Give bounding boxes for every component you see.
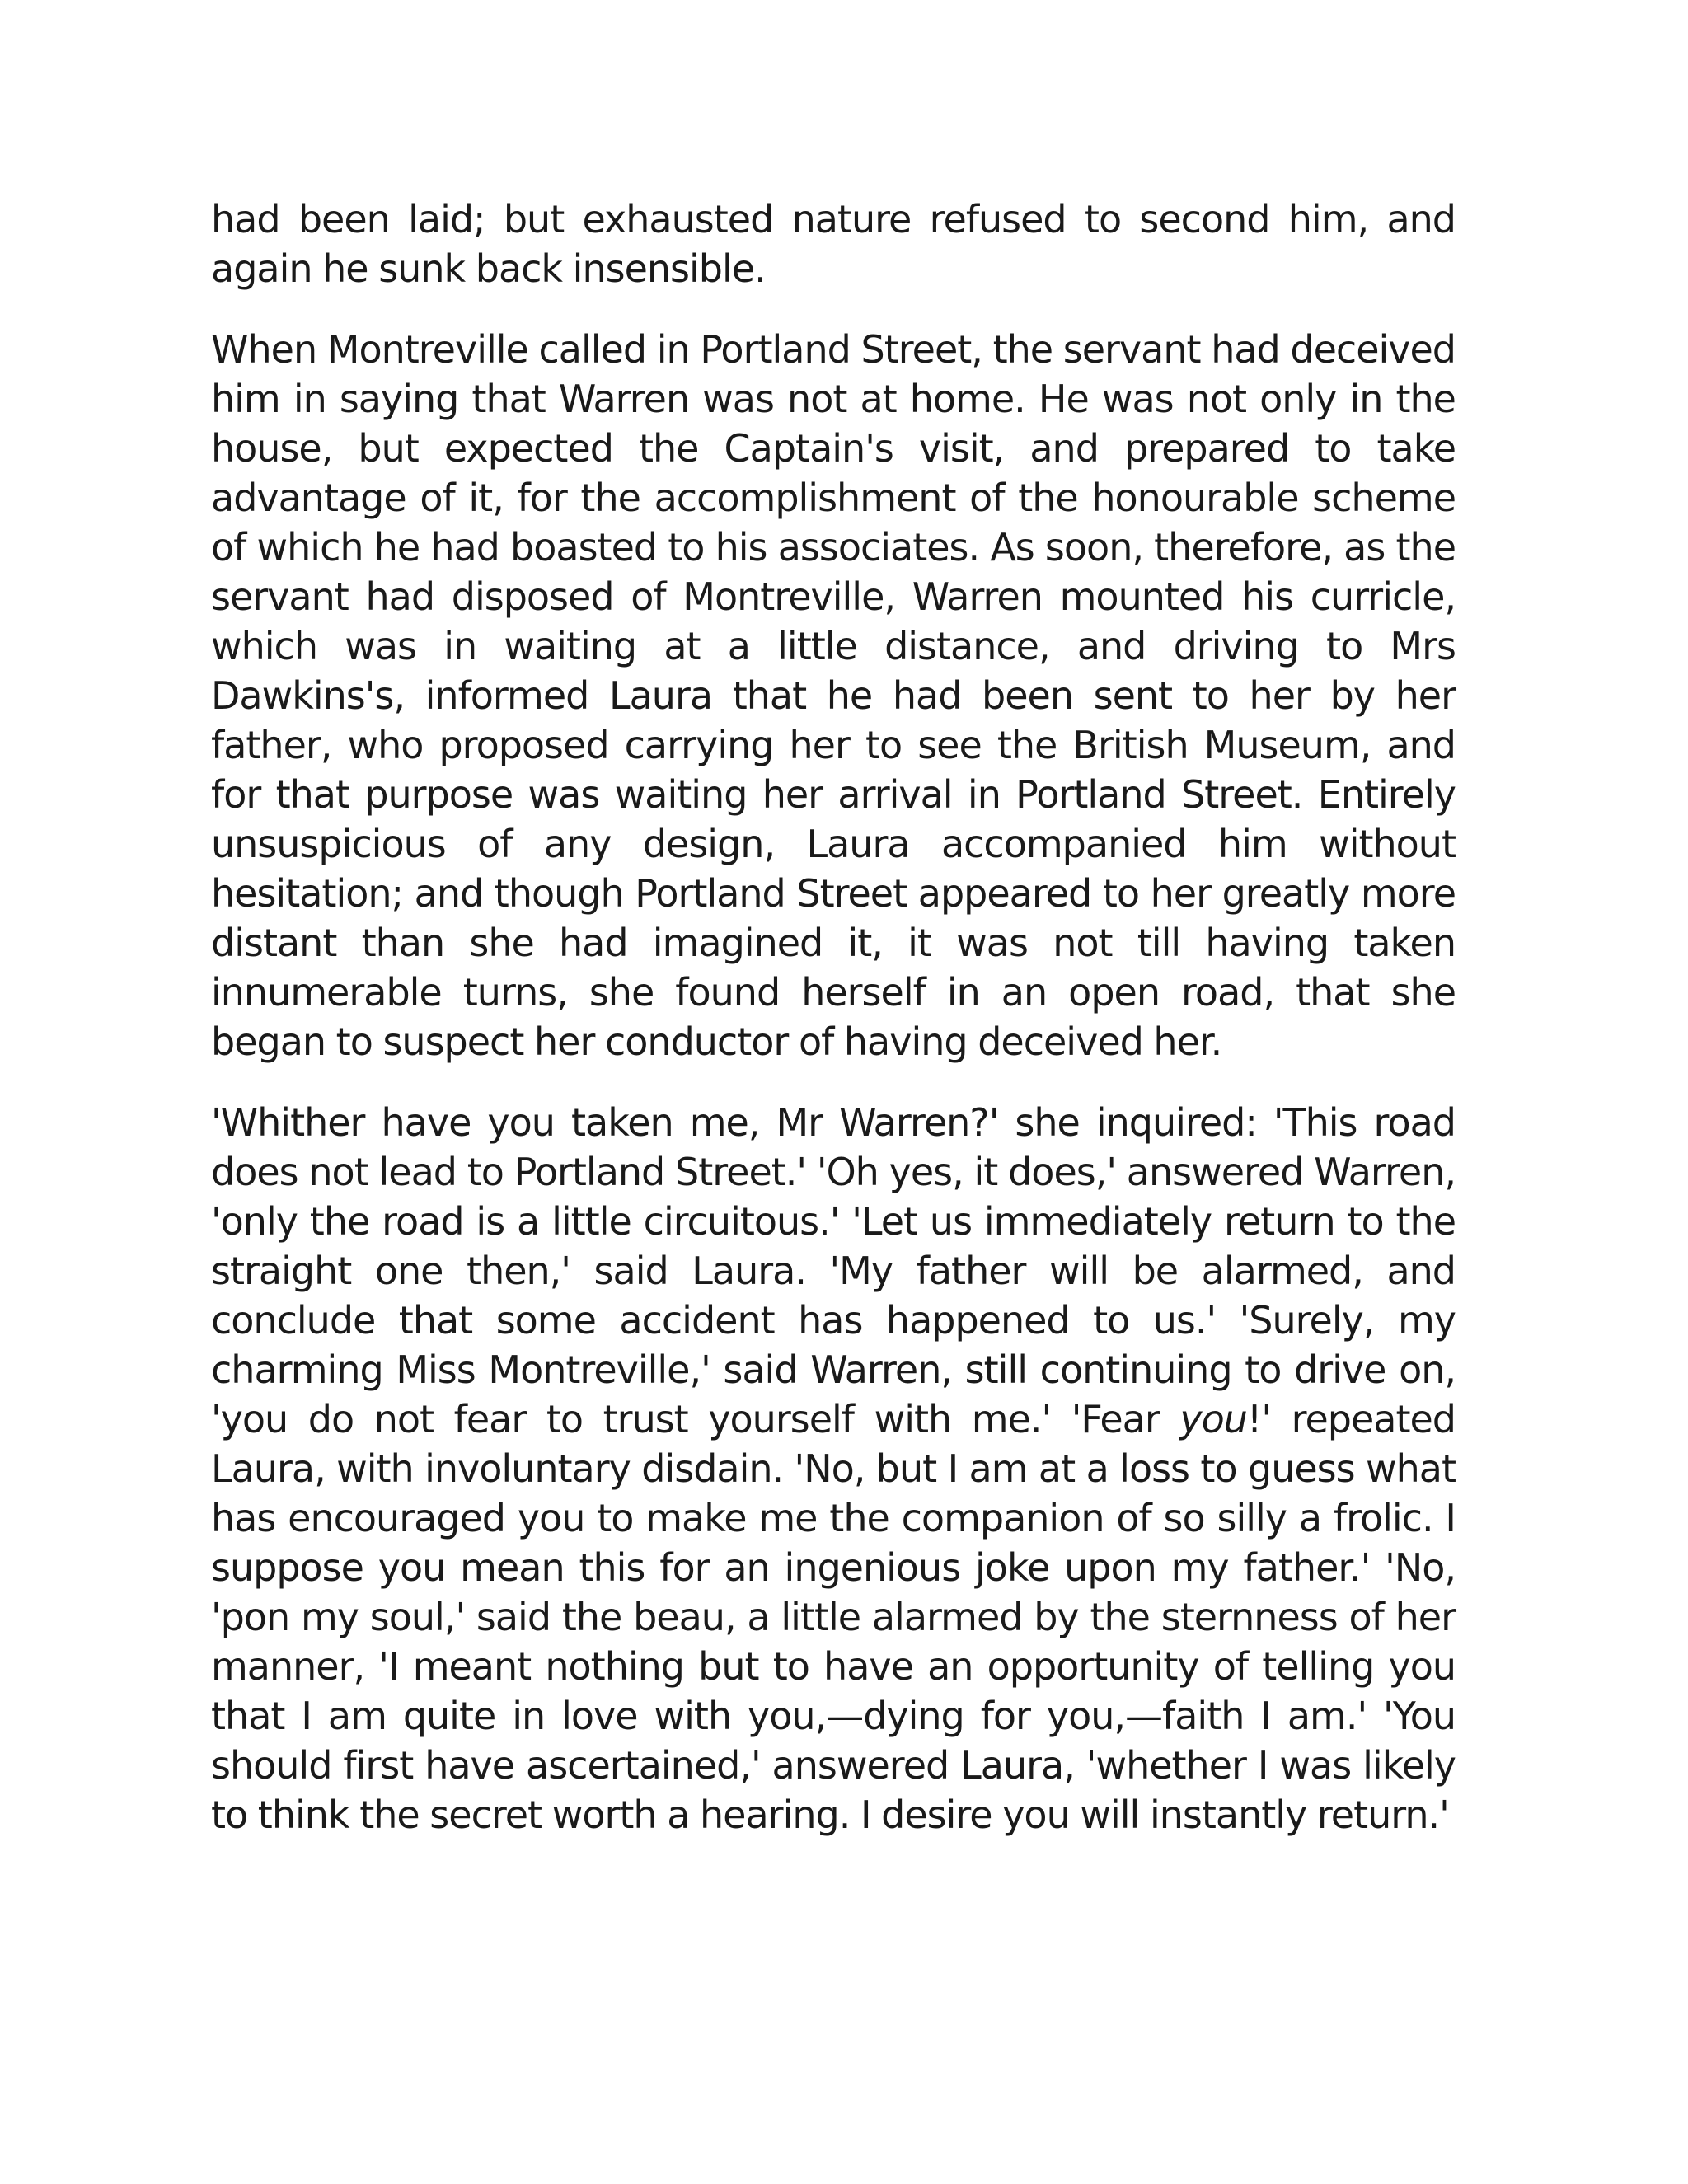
- paragraph-1: [211, 194, 1456, 293]
- document-page: [211, 194, 1456, 1840]
- paragraph-3-text-after: !' repeated Laura, with involuntary disdain. 'No, but I am at a loss to guess what has encouraged you to make me the companion of so silly a frolic. I suppose you mean this for an ingenious joke upon my father.' 'No, 'pon my soul,' said the beau, a little alarmed by the sternness of her manner, 'I meant nothing but to have an opportunity of telling you that I am quite in love with you,—dying for you,—faith I am.' 'You should first have ascertained,' answered Laura, 'whether I was likely to think the secret worth a hearing. I desire you will instantly return.': [211, 1397, 1456, 1837]
- paragraph-3: [211, 1098, 1456, 1840]
- paragraph-1-text: had been laid; but exhausted nature refused to second him, and again he sunk back insensible.: [211, 197, 1456, 291]
- paragraph-2-text: When Montreville called in Portland Street, the servant had deceived him in saying that Warren was not at home. He was not only in the house, but expected the Captain's visit, and prepared to take advantage of it, for the accomplishment of the honourable scheme of which he had boasted to his associates. As soon, therefore, as the servant had disposed of Montreville, Warren mounted his curricle, which was in waiting at a little distance, and driving to Mrs Dawkins's, informed Laura that he had been sent to her by her father, who proposed carrying her to see the British Museum, and for that purpose was waiting her arrival in Portland Street. Entirely unsuspicious of any design, Laura accompanied him without hesitation; and though Portland Street appeared to her greatly more distant than she had imagined it, it was not till having taken innumerable turns, she found herself in an open road, that she began to suspect her conductor of having deceived her.: [211, 327, 1456, 1064]
- paragraph-3-emphasis: you: [1179, 1397, 1247, 1441]
- paragraph-3-text-before: 'Whither have you taken me, Mr Warren?' she inquired: 'This road does not lead to Portland Street.' 'Oh yes, it does,' answered Warren, 'only the road is a little circuitous.' 'Let us immediately return to the straight one then,' said Laura. 'My father will be alarmed, and conclude that some accident has happened to us.' 'Surely, my charming Miss Montreville,' said Warren, still continuing to drive on, 'you do not fear to trust yourself with me.' 'Fear: [211, 1100, 1456, 1441]
- paragraph-2: [211, 325, 1456, 1066]
